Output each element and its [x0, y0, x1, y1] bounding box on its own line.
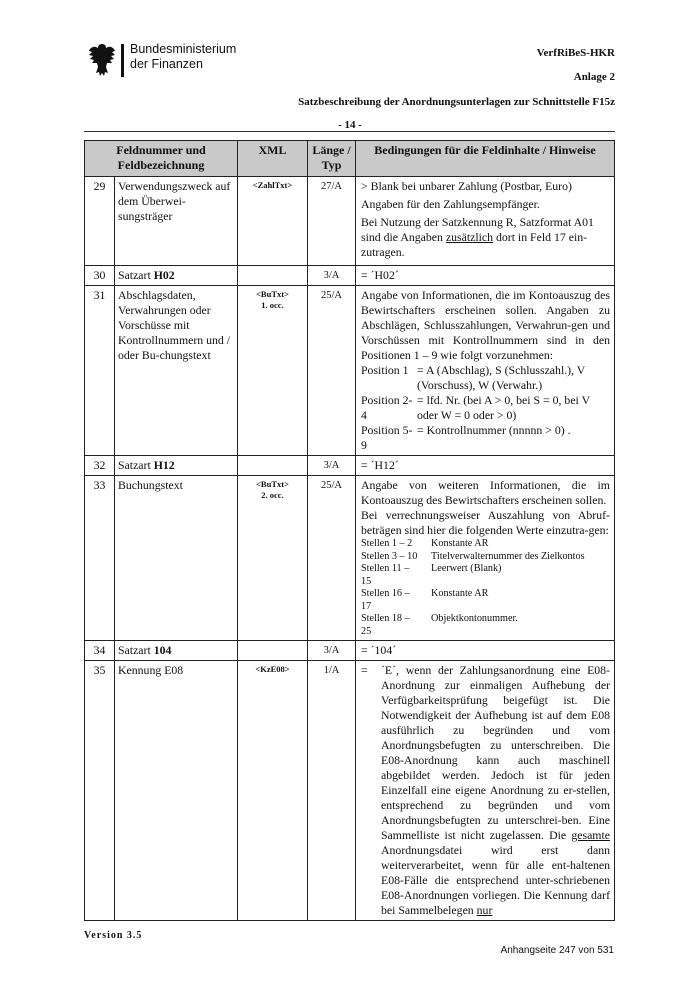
field-number: 29 [85, 177, 115, 266]
field-name: Kennung E08 [115, 661, 238, 921]
appendix-page-info: Anhangseite 247 von 531 [500, 945, 614, 956]
field-name [115, 266, 238, 286]
field-name-text: Satzart [118, 458, 154, 472]
field-number: 31 [85, 286, 115, 456]
field-name-text: Satzart [118, 643, 154, 657]
stellen-label: Stellen 1 – 2 [361, 538, 413, 549]
field-length: 3/A [308, 266, 356, 286]
table-row [85, 641, 615, 661]
table-row [85, 286, 615, 456]
stellen-label: Stellen 16 – 17 [361, 588, 410, 612]
header-field-line2: Feldbezeichnung [117, 158, 205, 172]
position-label: Position 2-4 [361, 393, 413, 422]
table-row [85, 266, 615, 286]
field-conditions: = ´104´ [356, 641, 615, 661]
field-conditions [356, 661, 615, 921]
table-header-row [85, 141, 615, 177]
version-label: Version 3.5 [84, 930, 143, 941]
table-row [85, 177, 615, 266]
field-length: 27/A [308, 177, 356, 266]
field-conditions: = ´H12´ [356, 456, 615, 476]
stellen-row [361, 551, 610, 564]
xml-tag [238, 286, 308, 456]
condition-text-part: ´E´, wenn der Zahlungsanordnung eine E08-Anordnung zur einmaligen Aufhebung der Verfügbarkeitsprüfung beigefügt ist. Die Notwendigkeit der Aufhebung ist auf dem E08 ausführlich zu begründen und vom Anordnungsbefugten zu unterschreiben. Die E08-Anordnung kann auch maschinell abgebildet werden. Jedoch ist für jeden Einzelfall eine eigene Anordnung zu er-stellen, entsprechend zu begründen und vom Anordnungsbefugten zu unterschrei-ben. Eine Sammelliste ist nicht zugelassen. Die [381, 663, 610, 842]
position-rule [361, 393, 610, 423]
stellen-row [361, 563, 610, 588]
header-length [308, 141, 356, 177]
xml-tag: <ZahlTxt> [238, 177, 308, 266]
condition-text: > Blank bei unbarer Zahlung (Postbar, Euro) [361, 179, 572, 193]
document-code: VerfRiBeS-HKR [536, 47, 615, 59]
annex-label: Anlage 2 [573, 71, 615, 83]
field-conditions [356, 177, 615, 266]
field-length: 3/A [308, 456, 356, 476]
stellen-value: Leerwert (Blank) [431, 563, 502, 574]
field-number: 33 [85, 476, 115, 641]
field-name-text: Satzart [118, 268, 154, 282]
header-conditions: Bedingungen für die Feldinhalte / Hinweise [356, 141, 615, 177]
stellen-value: Objektkontonummer. [431, 613, 518, 624]
logo-divider [121, 44, 124, 77]
field-name-code: H12 [153, 458, 175, 472]
field-conditions [356, 476, 615, 641]
condition-text-part: Anordnungsdatei wird erst dann weiterverarbeitet, wenn für alle ent-haltenen E08-Fälle die entsprechend unter-schriebenen E08-Anordnungen vorliegen. Die Kennung darf bei Sammelbelegen [381, 843, 610, 917]
header-rule [84, 131, 615, 132]
xml-tag: <KzE08> [238, 661, 308, 921]
xml-tag-name: <BuTxt> [256, 479, 289, 489]
ministry-name-line1: Bundesministerium [130, 42, 237, 56]
field-name-code: 104 [153, 643, 172, 657]
header-field [85, 141, 238, 177]
condition-text-part: dort in Feld 17 ein-zutragen. [361, 230, 588, 259]
xml-tag [238, 456, 308, 476]
xml-occurrence: 2. occ. [261, 490, 284, 500]
condition-text [361, 215, 610, 260]
field-conditions [356, 286, 615, 456]
condition-rule [361, 663, 610, 918]
page-number: - 14 - [338, 119, 362, 131]
position-value: = Kontrollnummer (nnnnn > 0) . [417, 423, 571, 437]
position-rule [361, 423, 610, 453]
condition-text-underlined: gesamte [571, 828, 610, 842]
field-name [115, 641, 238, 661]
xml-tag [238, 266, 308, 286]
field-number: 34 [85, 641, 115, 661]
stellen-value: Konstante AR [431, 538, 489, 549]
xml-tag-name: <BuTxt> [256, 289, 289, 299]
stellen-value: Konstante AR [431, 588, 489, 599]
field-length: 1/A [308, 661, 356, 921]
position-value: = A (Abschlag), S (Schlusszahl.), V (Vorschuss), W (Verwahr.) [417, 363, 586, 392]
condition-text: Angabe von Informationen, die im Kontoauszug des Bewirtschafters erscheinen sollen. Angaben zu Abschlägen, Schlusszahlungen, Verwahrun-gen und Vorschüssen mit Kontrollnummern sind in den Positionen 1 – 9 wie folgt vorzunehmen: [361, 288, 610, 362]
ministry-logo [88, 42, 268, 82]
position-value: = lfd. Nr. (bei A > 0, bei S = 0, bei V oder W = 0 oder > 0) [417, 393, 590, 422]
condition-text: Angabe von weiteren Informationen, die im Kontoauszug des Bewirtschafters erscheinen sollen. [361, 478, 610, 507]
condition-text [381, 663, 610, 918]
field-length: 25/A [308, 476, 356, 641]
stellen-label: Stellen 18 – 25 [361, 613, 410, 637]
stellen-row [361, 538, 610, 551]
table-row [85, 661, 615, 921]
ministry-name [130, 42, 236, 72]
field-name: Verwendungszweck auf dem Überwei-sungsträger [115, 177, 238, 266]
condition-operator: = [361, 663, 368, 677]
position-label: Position 5-9 [361, 423, 413, 452]
stellen-label: Stellen 11 – 15 [361, 563, 410, 587]
xml-occurrence: 1. occ. [261, 300, 284, 310]
xml-tag [238, 641, 308, 661]
field-conditions: = ´H02´ [356, 266, 615, 286]
stellen-value: Titelverwalternummer des Zielkontos [431, 550, 585, 562]
header-field-line1: Feldnummer und [116, 143, 206, 157]
header-length-line2: Typ [321, 158, 342, 172]
table-row [85, 476, 615, 641]
ministry-name-line2: der Finanzen [130, 57, 203, 71]
header-xml: XML [238, 141, 308, 177]
document-subtitle: Satzbeschreibung der Anordnungsunterlagen zur Schnittstelle F15z [298, 96, 615, 108]
condition-text-underlined: nur [476, 903, 493, 917]
field-description-table [84, 140, 615, 921]
table-row [85, 456, 615, 476]
field-length: 25/A [308, 286, 356, 456]
field-number: 30 [85, 266, 115, 286]
field-name-code: H02 [153, 268, 175, 282]
header-length-line1: Länge / [312, 143, 351, 157]
field-number: 35 [85, 661, 115, 921]
condition-text: Angaben für den Zahlungsempfänger. [361, 197, 540, 211]
field-name: Abschlagsdaten, Verwahrungen oder Vorschüsse mit Kontrollnummern und / oder Bu-chungstext [115, 286, 238, 456]
field-number: 32 [85, 456, 115, 476]
stellen-row [361, 588, 610, 613]
field-name [115, 456, 238, 476]
field-name: Buchungstext [115, 476, 238, 641]
position-rule [361, 363, 610, 393]
condition-text-part: Bei Nutzung der Satzkennung R, Satzformat A01 sind die Angaben [361, 215, 594, 244]
xml-tag [238, 476, 308, 641]
position-label: Position 1 [361, 363, 409, 377]
condition-text: Bei verrechnungsweiser Auszahlung von Abruf-beträgen sind hier die folgenden Werte einzutra-gen: [361, 508, 610, 537]
stellen-label: Stellen 3 – 10 [361, 550, 418, 562]
federal-eagle-icon [88, 42, 116, 78]
field-length: 3/A [308, 641, 356, 661]
stellen-row [361, 613, 610, 638]
condition-text-underlined: zusätzlich [445, 230, 494, 244]
